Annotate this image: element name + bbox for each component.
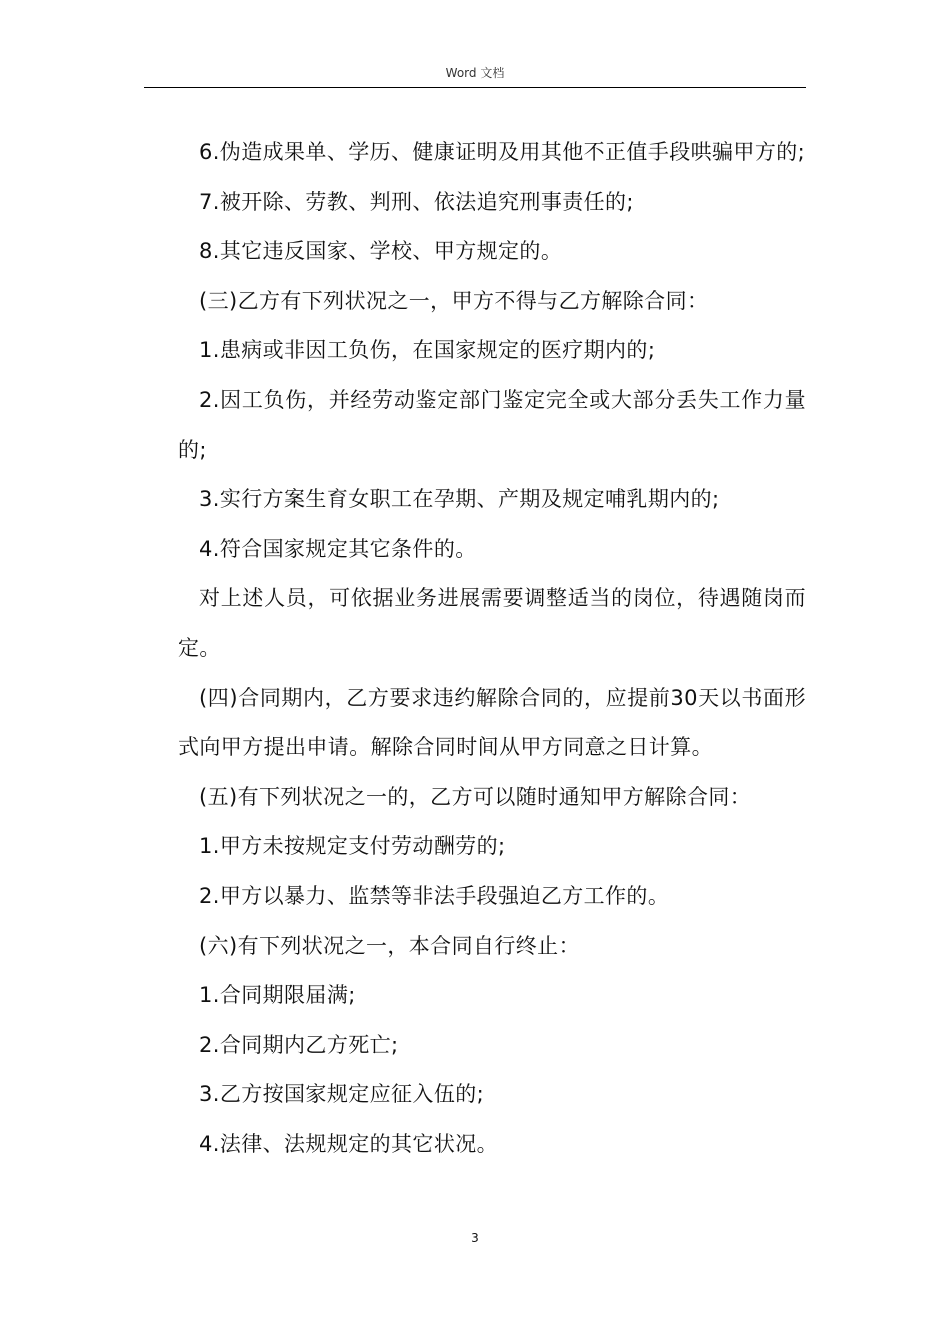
page-header-title: Word 文档	[445, 66, 505, 80]
paragraph: 2.因工负伤，并经劳动鉴定部门鉴定完全或大部分丢失工作力量的;	[178, 387, 806, 462]
paragraph: 2.甲方以暴力、监禁等非法手段强迫乙方工作的。	[199, 883, 670, 908]
paragraph: 8.其它违反国家、学校、甲方规定的。	[199, 239, 563, 264]
header-divider	[144, 87, 806, 88]
paragraph: 4.法律、法规规定的其它状况。	[199, 1131, 499, 1156]
paragraph: (三)乙方有下列状况之一，甲方不得与乙方解除合同：	[199, 288, 709, 313]
paragraph: 3.实行方案生育女职工在孕期、产期及规定哺乳期内的;	[199, 487, 720, 512]
paragraph: 4.符合国家规定其它条件的。	[199, 536, 477, 561]
paragraph: (五)有下列状况之一的，乙方可以随时通知甲方解除合同：	[199, 784, 752, 809]
paragraph: 1.合同期限届满;	[199, 983, 356, 1008]
paragraph: (四)合同期内，乙方要求违约解除合同的，应提前30天以书面形式向甲方提出申请。解除合同时间从甲方同意之日计算。	[178, 685, 806, 760]
page-number: 3	[471, 1231, 479, 1245]
paragraph: 对上述人员，可依据业务进展需要调整适当的岗位，待遇随岗而定。	[178, 586, 806, 660]
paragraph: 1.患病或非因工负伤，在国家规定的医疗期内的;	[199, 338, 656, 363]
document-body	[178, 128, 806, 1169]
paragraph: (六)有下列状况之一，本合同自行终止：	[199, 933, 580, 958]
paragraph: 6.伪造成果单、学历、健康证明及用其他不正值手段哄骗甲方的;	[199, 140, 806, 164]
paragraph: 7.被开除、劳教、判刑、依法追究刑事责任的;	[199, 189, 634, 214]
paragraph: 1.甲方未按规定支付劳动酬劳的;	[199, 834, 506, 859]
paragraph: 2.合同期内乙方死亡;	[199, 1032, 399, 1057]
paragraph: 3.乙方按国家规定应征入伍的;	[199, 1082, 485, 1107]
